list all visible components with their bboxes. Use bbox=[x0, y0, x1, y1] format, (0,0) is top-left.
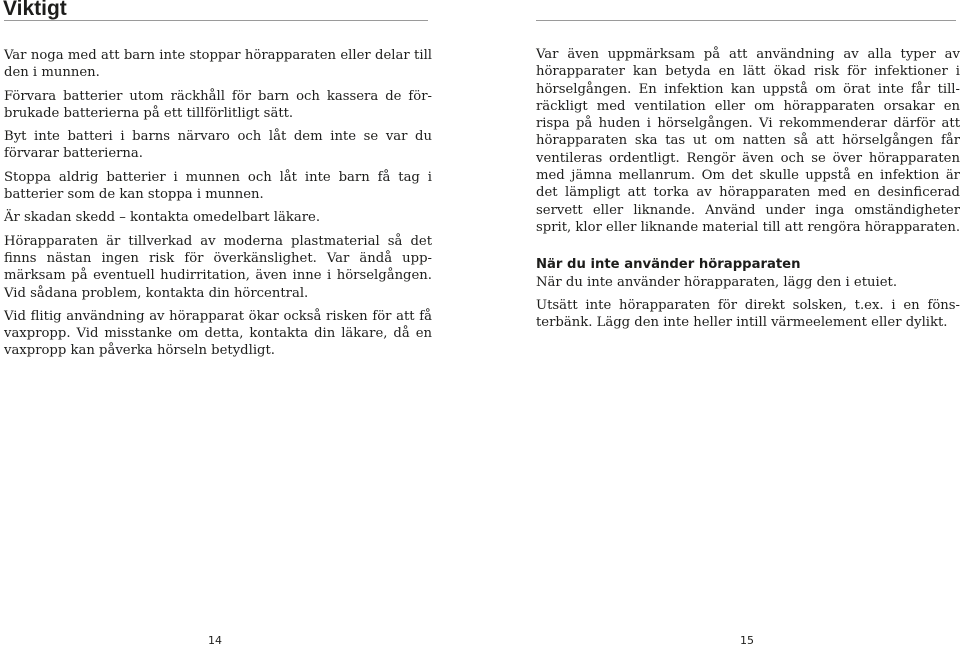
section-heading: När du inte använder hörapparaten bbox=[536, 257, 801, 273]
page-number-left: 14 bbox=[208, 634, 222, 647]
paragraph-5: Är skadan skedd – kontakta omedelbart läkare. bbox=[4, 210, 321, 226]
page-number-right: 15 bbox=[740, 634, 754, 647]
page-heading: Viktigt bbox=[3, 0, 67, 20]
heading-rule-right bbox=[536, 20, 956, 21]
infection-paragraph: Var även uppmärksam på att användning av alla typer av hörapparater kan betyda en lätt ökad risk för infektioner i hörselgången. En infektion kan uppstå om örat inte får tillräckligt med ventilation eller om hörapparaten orsakar en rispa på huden i hörselgången. Vi rekommenderar därför att hörapparaten ska tas ut om natten så att hörselgången får ventileras ordentligt. Rengör även och se över hörapparaten med jämna mellanrum. Om det skulle uppstå en infektion är det lämpligt att torka av hörapparaten med en desinficerad servett eller liknande. Använd under inga omständigheter sprit, klor eller liknande material till att rengöra hörapparaten. bbox=[536, 47, 960, 235]
heading-rule-left bbox=[4, 20, 428, 21]
paragraph-2: Förvara batterier utom räckhåll för barn och kassera de förbrukade batterierna på ett tillförlitligt sätt. bbox=[4, 88, 432, 121]
paragraph-1: Var noga med att barn inte stoppar hörapparaten eller delar till den i munnen. bbox=[4, 48, 432, 81]
paragraph-6: Hörapparaten är tillverkad av moderna plastmaterial så det finns nästan ingen risk för överkänslighet. Var ändå uppmärksam på eventuell hudirritation, även inne i hörselgången. Vid sådana problem, kontakta din hörcentral. bbox=[4, 233, 432, 301]
paragraph-3: Byt inte batteri i barns närvaro och låt dem inte se var du förvarar batterierna. bbox=[4, 129, 432, 162]
section-paragraph-2: Utsätt inte hörapparaten för direkt solsken, t.ex. i en fönsterbänk. Lägg den inte heller intill värmeelement eller dylikt. bbox=[536, 297, 960, 331]
left-column bbox=[4, 47, 432, 366]
right-page bbox=[480, 0, 960, 648]
paragraph-7: Vid flitig användning av hörapparat ökar också risken för att få vaxpropp. Vid misstanke om detta, kontakta din läkare, då en vaxpropp kan påverka hörseln betydligt. bbox=[4, 308, 432, 359]
right-column bbox=[536, 46, 960, 337]
paragraph-4: Stoppa aldrig batterier i munnen och låt inte barn få tag i batterier som de kan stoppa i munnen. bbox=[4, 169, 432, 203]
section-paragraph-1: När du inte använder hörapparaten, lägg den i etuiet. bbox=[536, 274, 898, 290]
